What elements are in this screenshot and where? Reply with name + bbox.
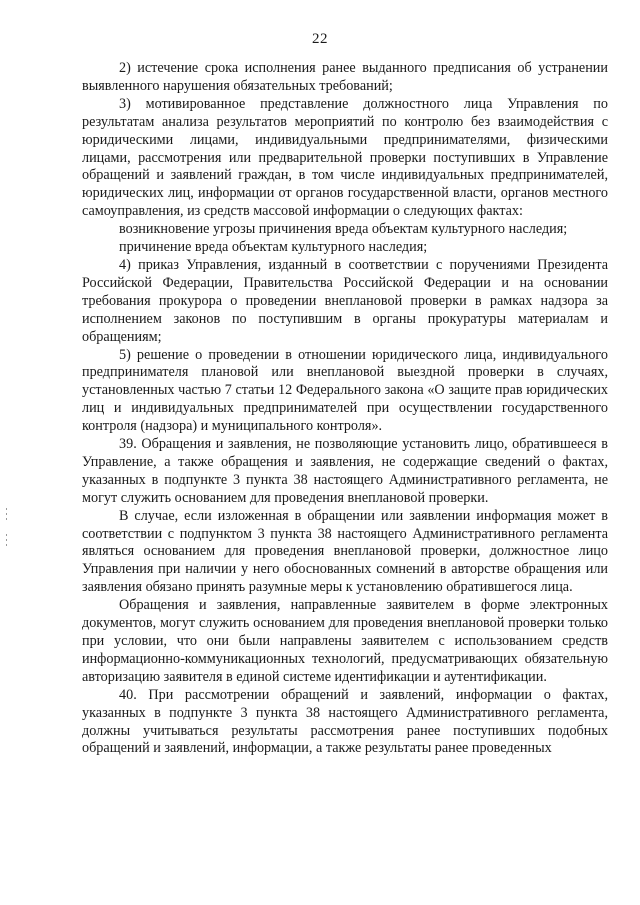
paragraph-39-electronic: Обращения и заявления, направленные заявителем в форме электронных документов, могут служить основанием для проведения внеплановой проверки только при условии, что они были направлены заявителем с использованием средств информационно-коммуникационных технологий, предусматривающих обязательную авторизацию заявителя в единой системе идентификации и аутентификации.: [82, 597, 608, 685]
page-number: 22: [312, 31, 328, 47]
paragraph-item-4: 4) приказ Управления, изданный в соответствии с поручениями Президента Российской Федерации, Правительства Российской Федерации и на основании требования прокурора о проведении внеплановой проверки в рамках надзора за исполнением законов по поступившим в органы прокуратуры материалам и обращениям;: [82, 256, 608, 345]
paragraph-item-2: 2) истечение срока исполнения ранее выданного предписания об устранении выявленного нарушения обязательных требований;: [82, 60, 608, 94]
paragraph-item-5: 5) решение о проведении в отношении юридического лица, индивидуального предпринимателя плановой или внеплановой выездной проверки в случаях, установленных частью 7 статьи 12 Федерального закона «О защите прав юридических лиц и индивидуальных предпринимателей при осуществлении государственного контроля (надзора) и муниципального контроля».: [82, 346, 608, 435]
body-text: [82, 60, 608, 758]
scan-margin-mark: [6, 508, 7, 522]
paragraph-item-3: 3) мотивированное представление должностного лица Управления по результатам анализа результатов мероприятий по контролю без взаимодействия с юридическими лицами, индивидуальными предпринимателями, физическими лицами, рассмотрения или предварительной проверки поступивших в Управление обращений и заявлений граждан, в том числе индивидуальных предпринимателей, юридических лиц, информации от органов государственной власти, органов местного самоуправления, из средств массовой информации о следующих фактах:: [82, 95, 608, 220]
paragraph-threat: возникновение угрозы причинения вреда объектам культурного наследия;: [119, 221, 568, 238]
paragraph-harm: причинение вреда объектам культурного наследия;: [119, 239, 428, 256]
scan-margin-mark: [6, 534, 7, 546]
paragraph-39: 39. Обращения и заявления, не позволяющие установить лицо, обратившееся в Управление, а также обращения и заявления, не содержащие сведений о фактах, указанных в подпункте 3 пункта 38 настоящего Административного регламента, не могут служить основанием для проведения внеплановой проверки.: [82, 436, 608, 506]
paragraph-39-case: В случае, если изложенная в обращении или заявлении информация может в соответствии с подпунктом 3 пункта 38 настоящего Административного регламента являться основанием для проведения внеплановой проверки, должностное лицо Управления при наличии у него обоснованных сомнений в авторстве обращения или заявления обязано принять разумные меры к установлению обратившегося лица.: [82, 507, 608, 596]
paragraph-40: 40. При рассмотрении обращений и заявлений, информации о фактах, указанных в подпункте 3 пункта 38 настоящего Административного регламента, должны учитываться результаты рассмотрения ранее поступивших подобных обращений и заявлений, информации, а также результаты ранее проведенных: [82, 686, 608, 757]
